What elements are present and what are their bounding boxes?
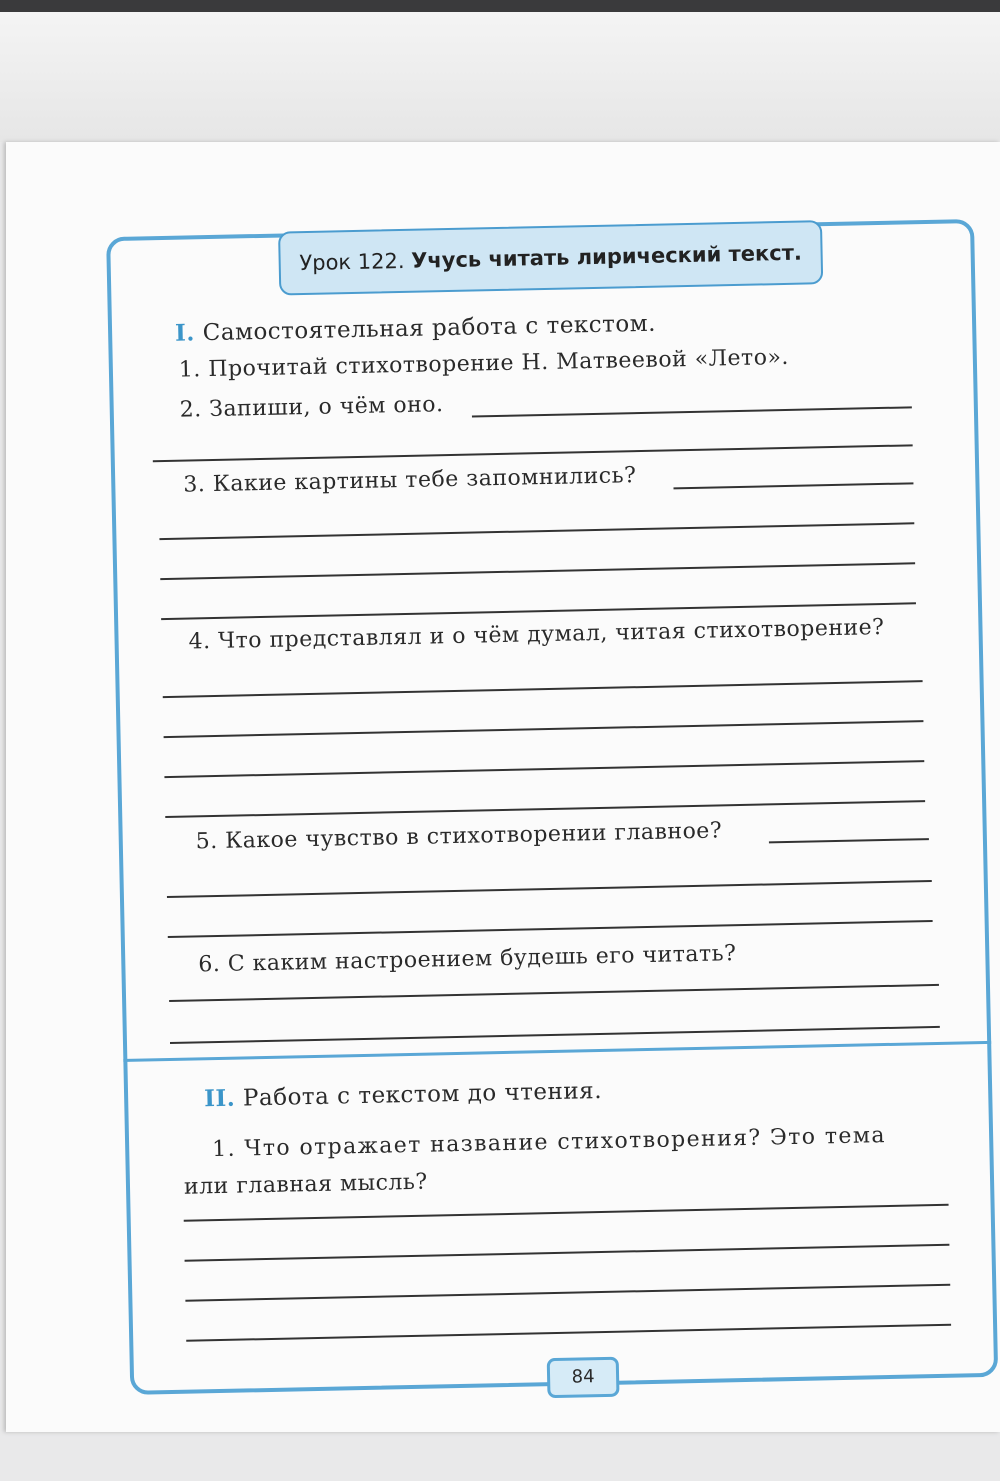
task-4: 4. Что представлял и о чём думал, читая стихотворение?	[188, 614, 885, 655]
lesson-title: Учусь читать лирический текст.	[410, 240, 803, 273]
section1-numeral: I.	[174, 319, 196, 347]
task-5: 5. Какое чувство в стихотворении главное?	[195, 818, 723, 855]
task-1: 1. Прочитай стихотворение Н. Матвеевой «Лето».	[178, 344, 790, 383]
section2-title: Работа с текстом до чтения.	[242, 1077, 603, 1112]
task-6: 6. С каким настроением будешь его читать?	[198, 941, 737, 978]
lesson-number: Урок 122.	[299, 248, 405, 276]
task-3: 3. Какие картины тебе запомнились?	[183, 463, 637, 498]
task-2: 2. Запиши, о чём оно.	[179, 392, 444, 423]
section1-title: Самостоятельная работа с текстом.	[202, 310, 657, 347]
section2-question-line2: или главная мысль?	[183, 1169, 428, 1200]
lesson-header	[278, 220, 823, 295]
section2-question-line1: 1. Что отражает название стихотворения? Это тема	[211, 1123, 887, 1163]
page-number: 84	[547, 1357, 620, 1398]
section2-numeral: II.	[203, 1084, 236, 1113]
